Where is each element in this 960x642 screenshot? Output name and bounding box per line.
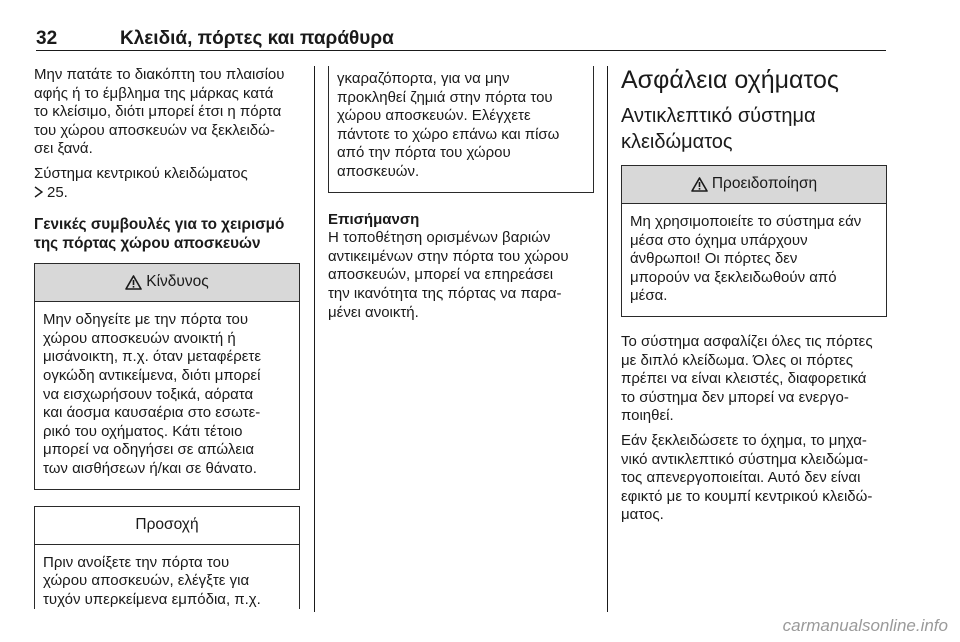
warning-triangle-icon xyxy=(691,177,708,192)
arrow-reference-icon xyxy=(34,186,43,198)
sub-heading: Αντικλεπτικό σύστημα κλειδώματος xyxy=(621,105,816,153)
warning-box-body: Μη χρησιμοποιείτε το σύστημα εάν μέσα στο όχημα υπάρχουν άνθρωποι! Οι πόρτες δεν μπορούν να ξεκλειδωθούν από μέσα. xyxy=(630,213,862,305)
watermark: carmanualsonline.info xyxy=(782,616,948,635)
page-header xyxy=(0,0,960,54)
caution-box-continued-body: γκαραζόπορτα, για να μην προκληθεί ζημιά στην πόρτα του χώρου αποσκευών. Ελέγχετε πάντοτε το χώρο επάνω και πίσω από την πόρτα του χώρου αποσκευών. xyxy=(337,70,560,180)
main-heading: Ασφάλεια οχήματος xyxy=(621,66,839,94)
cross-reference: Σύστημα κεντρικού κλειδώματος 25. xyxy=(34,164,248,201)
caution-box-body: Πριν ανοίξετε την πόρτα του χώρου αποσκευών, ελέγξτε για τυχόν υπερκείμενα εμπόδια, π.χ. xyxy=(43,553,261,608)
section-heading-tailgate: Γενικές συμβουλές για το χειρισμό της πόρτας χώρου αποσκευών xyxy=(34,216,285,253)
header-divider xyxy=(36,50,886,51)
warning-box-title: Προειδοποίηση xyxy=(622,166,886,204)
intro-paragraph: Μην πατάτε το διακόπτη του πλαισίου αφής ή το έμβλημα της μάρκας κατά το κλείσιμο, διότι μπορεί έτσι η πόρτα του χώρου αποσκευών να ξεκλειδώ- σει ξανά. xyxy=(34,66,285,158)
page-number: 32 xyxy=(36,28,58,49)
warning-triangle-icon xyxy=(125,275,142,290)
warning-box xyxy=(621,165,887,317)
column-divider-1 xyxy=(314,66,315,612)
chapter-title: Κλειδιά, πόρτες και παράθυρα xyxy=(120,28,394,49)
caution-box-title: Προσοχή xyxy=(35,507,299,545)
note-block: Επισήμανση Η τοποθέτηση ορισμένων βαριών αντικειμένων στην πόρτα του χώρου αποσκευών, μπορεί να επηρεάσει την ικανότητα της πόρτας να παρα- μένει ανοικτή. xyxy=(328,210,569,321)
column-left xyxy=(34,66,300,609)
caution-box xyxy=(34,506,300,610)
column-divider-2 xyxy=(607,66,608,612)
paragraph-double-lock: Το σύστημα ασφαλίζει όλες τις πόρτες με διπλό κλείδωμα. Όλες οι πόρτες πρέπει να είναι κλειστές, διαφορετικά το σύστημα δεν μπορεί να ενεργο- ποιηθεί. xyxy=(621,332,873,425)
column-right xyxy=(621,66,887,525)
danger-box xyxy=(34,263,300,489)
danger-box-title: Κίνδυνος xyxy=(35,264,299,302)
cross-reference-page: 25. xyxy=(47,183,68,201)
paragraph-deactivation: Εάν ξεκλειδώσετε το όχημα, το μηχα- νικό αντικλεπτικό σύστημα κλειδώμα- τος απενεργοποιείται. Αυτό δεν είναι εφικτό με το κουμπί κεντρικού κλειδώ- ματος. xyxy=(621,431,873,524)
note-title: Επισήμανση xyxy=(328,210,420,228)
danger-box-body: Μην οδηγείτε με την πόρτα του χώρου αποσκευών ανοικτή ή μισάνοικτη, π.χ. όταν μεταφέρετε ογκώδη αντικείμενα, διότι μπορεί να εισχωρήσουν τοξικά, αόρατα και άοσμα καυσαέρια στο εσωτε- ρικό του οχήματος. Κάτι τέτοιο μπορεί να οδηγήσει σε απώλεια των αισθήσεων ή/και σε θάνατο. xyxy=(43,311,262,477)
caution-box-continued xyxy=(328,66,594,193)
column-middle xyxy=(328,66,594,322)
